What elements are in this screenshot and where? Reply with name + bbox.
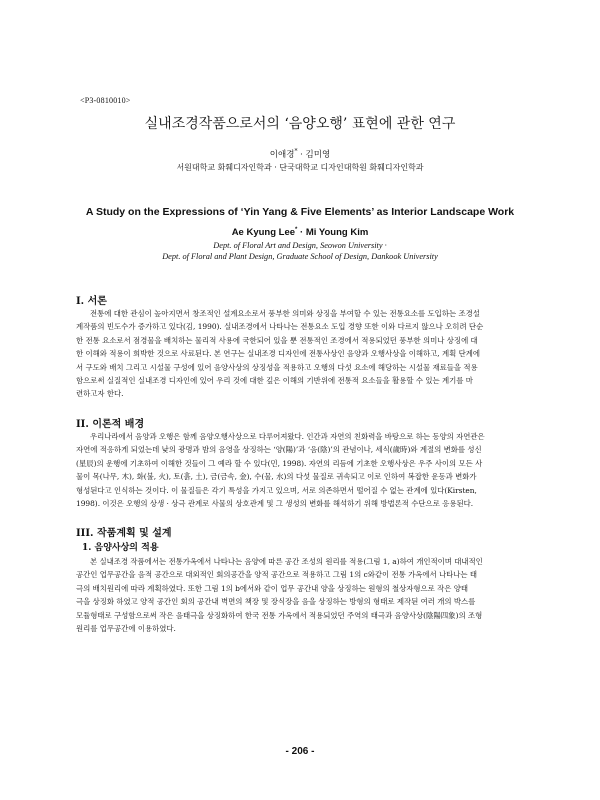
- corresponding-mark: *: [295, 226, 298, 233]
- section-1-body: [76, 307, 524, 401]
- body-line: 물이 목(나무, 木), 화(불, 火), 토(흙, 土), 금(금속, 金), 수(물, 水)의 다섯 물질로 귀속되고 이로 인하여 복잡한 운동과 변화가: [76, 472, 477, 482]
- section-3-1-heading: 1. 음양사상의 적용: [82, 543, 159, 553]
- body-line: 형성된다고 인식하는 것이다. 이 물질들은 각기 특성을 가지고 있으며, 서로 의존하면서 떨어질 수 없는 관계에 있다(Kirsten,: [76, 485, 477, 495]
- body-line: 한 전통 요소로서 점경물을 배치하는 물리적 사용에 국한되어 있을 뿐 전통적인 조경에서 적용되었던 풍부한 의미나 상징에 대: [76, 335, 478, 345]
- body-line: 함으로써 실질적인 실내조경 디자인에 있어 우리 것에 대한 깊은 이해의 기반위에 전통적 요소들을 활용할 수 있는 계기를 마: [76, 376, 473, 386]
- body-line: 련하고자 한다.: [76, 389, 124, 399]
- section-2-heading: II. 이론적 배경: [76, 419, 145, 430]
- body-line: 서 구도와 배치 그리고 시설물 구성에 있어 음양사상의 상징성을 적용하고 오행의 다섯 요소에 해당하는 시설물 재료들을 적용: [76, 362, 478, 372]
- body-line: 우리나라에서 음양과 오행은 함께 음양오행사상으로 다루어져왔다. 인간과 자연의 친화력을 바탕으로 하는 동양의 자연관은: [90, 432, 485, 441]
- english-affiliation-2: Dept. of Floral and Plant Design, Graduate School of Design, Dankook University: [162, 252, 438, 261]
- korean-author-b: · 김미영: [297, 150, 331, 160]
- korean-authors: [0, 148, 600, 160]
- body-line: 본 실내조경 작품에서는 전통가옥에서 나타나는 음양에 따른 공간 조성의 원리를 적용(그림 1, a)하여 개인적이며 대내적인: [90, 557, 483, 566]
- korean-author-a: 이애경: [269, 150, 295, 160]
- english-title: A Study on the Expressions of ‘Yin Yang & Five Elements’ as Interior Landscape Work: [85, 206, 515, 218]
- english-affiliation-1: Dept. of Floral Art and Design, Seowon University ·: [213, 241, 387, 250]
- english-authors: [0, 227, 600, 238]
- body-line: 자연에 적응하게 되었는데 낮의 광명과 밤의 음영을 상징하는 ‘양(陽)’과 ‘음(陰)’의 관념이나, 세식(歲時)와 계절의 변화를 성신: [76, 445, 482, 455]
- korean-authors-text: [270, 150, 330, 160]
- body-line: 한 이해와 적용이 희박한 것으로 사료된다. 본 연구는 실내조경 디자인에 전통사상인 음양과 오행사상을 이해하고, 계획 단계에: [76, 349, 481, 359]
- body-line: 원리를 업무공간에 이용하였다.: [76, 624, 176, 634]
- body-line: 전통에 대한 관심이 높아지면서 창조적인 설계요소로서 풍부한 의미와 상징을 부여할 수 있는 전통요소를 도입하는 조경설: [90, 309, 480, 318]
- body-line: 공간인 업무공간을 음적 공간으로 대외적인 회의공간을 양적 공간으로 적용하고 그림 1의 c와같이 전통 가옥에서 나타나는 태: [76, 570, 478, 580]
- paper-code: <P3-0810010>: [80, 96, 131, 105]
- english-author-a: Ae Kyung Lee: [231, 227, 296, 238]
- section-1-heading: I. 서론: [76, 296, 107, 307]
- page-number: - 206 -: [285, 746, 315, 757]
- body-line: 1998). 이것은 오행의 상생 · 상극 관계로 사물의 상호관계 및 그 생성의 변화를 해석하기 위해 방법론적 수단으로 응용된다.: [76, 499, 474, 509]
- section-3-body: [76, 555, 524, 635]
- corresponding-mark: *: [294, 148, 298, 156]
- body-line: 극의 배치원리에 따라 계획하였다. 또한 그림 1의 b에서와 같이 업무 공간내 양을 상징하는 원형의 철상자형으로 작은 양태: [76, 583, 469, 593]
- body-line: 극을 상징화 하였고 양적 공간인 회의 공간내 벽면의 책장 및 장식장을 음을 상징하는 방형의 형태로 제작된 여러 개의 박스를: [76, 597, 476, 607]
- body-line: 모듈형태로 구성함으로써 작은 음태극을 상징화하여 한국 전통 가옥에서 적용되었던 주역의 태극과 음양사상(陰陽四象)의 조형: [76, 610, 483, 620]
- korean-affiliation: 서원대학교 화훼디자인학과 · 단국대학교 디자인대학원 화훼디자인학과: [176, 163, 424, 172]
- body-line: (星辰)의 운행에 기초하여 이해한 것들이 그 예라 할 수 있다(민, 1998). 자연의 리듬에 기초한 오행사상은 우주 사이의 모든 사: [76, 458, 483, 468]
- english-author-b: · Mi Young Kim: [297, 227, 369, 238]
- section-3-heading: III. 작품계획 및 설계: [76, 528, 172, 539]
- body-line: 계작품의 빈도수가 증가하고 있다(김, 1990). 실내조경에서 나타나는 전통요소 도입 경향 또한 이와 다르지 않으나 오히려 단순: [76, 322, 484, 332]
- korean-title: 실내조경작품으로서의 ‘음양오행’ 표현에 관한 연구: [144, 116, 456, 132]
- section-2-body: [76, 430, 524, 510]
